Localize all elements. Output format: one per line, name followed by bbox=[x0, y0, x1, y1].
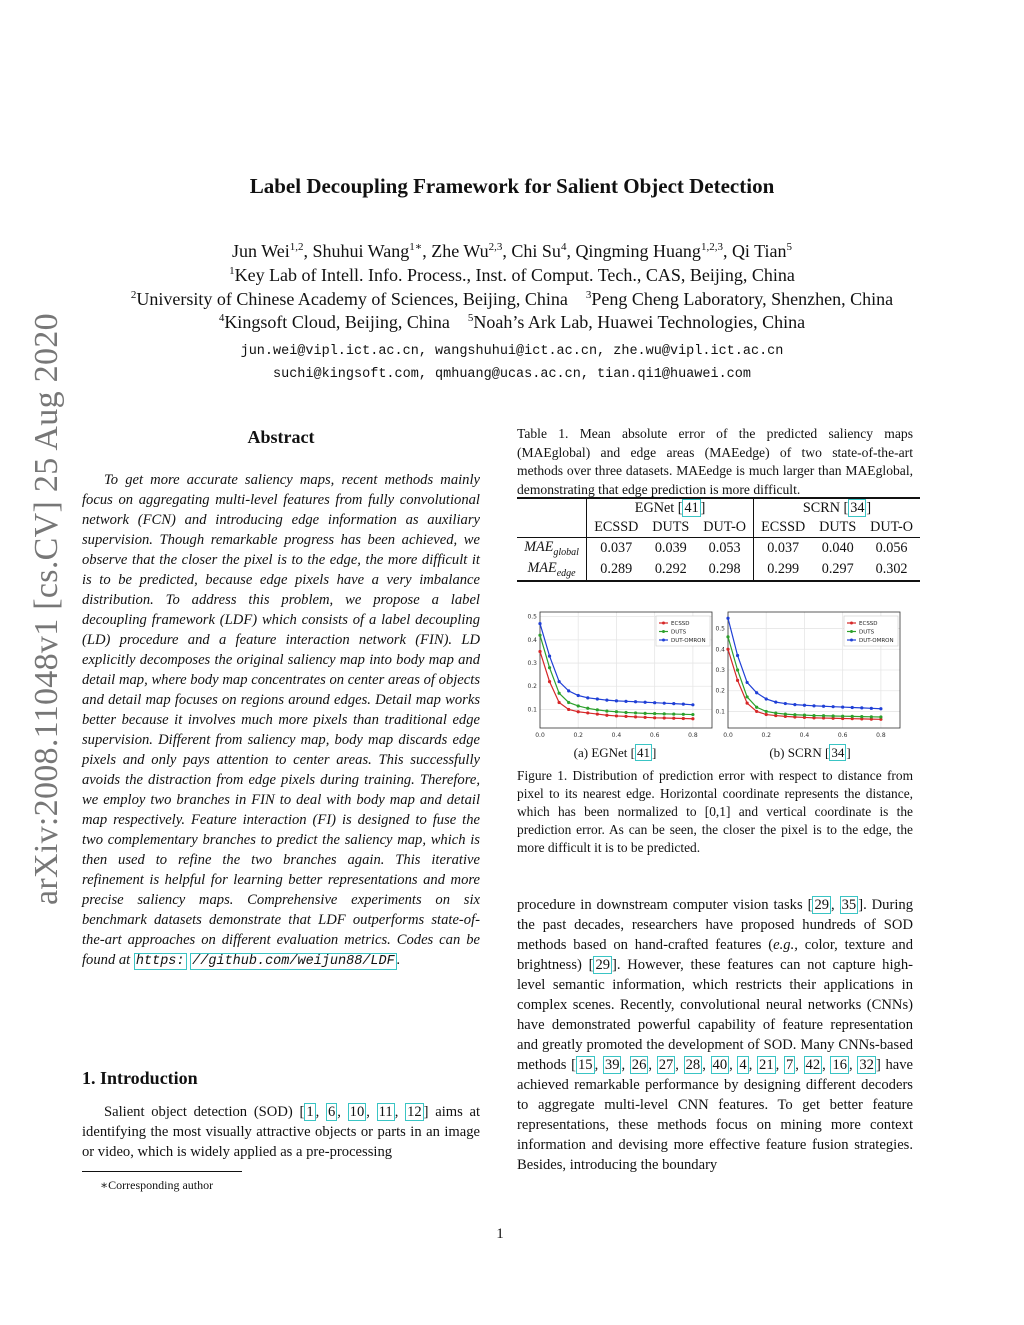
author-list: Jun Wei$^{1,2}$, Shuhui Wang$^{1∗}$, Zhe Wu$^{2,3}$, Chi Su$^4$, Qingming Huang$^{1,2,3}$, Qi Tian$^5$ bbox=[232, 241, 792, 261]
y-tick-label: 0.2 bbox=[715, 687, 725, 695]
data-point bbox=[548, 666, 551, 669]
table-caption: Table 1. Mean absolute error of the predicted saliency maps (MAEglobal) and edge areas (MAEedge) of two state-of-the-art methods over three datasets. MAEedge is much larger than MAEglobal, demonstrating that edge prediction is more difficult. bbox=[517, 426, 913, 497]
data-point bbox=[577, 694, 580, 697]
email-line-2: suchi@kingsoft.com, qmhuang@ucas.ac.cn, tian.qi1@huawei.com bbox=[273, 367, 751, 382]
results-table-wrap bbox=[517, 497, 920, 582]
data-point bbox=[653, 716, 656, 719]
abstract-body: To get more accurate saliency maps, recent methods mainly focus on aggregating multi-level features from fully convolutional network (FCN) and introducing edge information as auxiliary supervision. Though remarkable progress has been achieved, we observe that the closer the pixel is to the edge, the more difficult it is to be predicted, because edge pixels have a very imbalance distribution. To address this problem, we propose a label decoupling framework (LDF) which consists of a label decoupling (LD) procedure and a feature interaction network (FIN). LD explicitly decomposes the original saliency map into body map and detail map, where body map concentrates on center areas of objects and detail map focuses on regions around edges. Detail map works better because it involves much more pixels than traditional edge supervision. Different from saliency map, body map discards edge pixels and only pays attention to center areas. This successfully avoids the distraction from edge pixels during training. Therefore, we employ two branches in FIN to deal with body map and detail map respectively. Feature interaction (FI) is designed to fuse the two complementary branches to predict the saliency map, which is then used to refine the two branches again. This iterative refinement is helpful for learning better representations and more precise saliency maps. Comprehensive experiments on six benchmark datasets demonstrate that LDF outperforms state-of-the-art approaches on different evaluation metrics. Codes can be found at https: //github.com/weijun88/LDF . bbox=[82, 472, 480, 969]
citation[interactable]: 26 bbox=[631, 1057, 647, 1073]
data-point bbox=[596, 708, 599, 711]
data-point bbox=[538, 634, 541, 637]
y-tick-label: 0.3 bbox=[715, 667, 725, 674]
data-point bbox=[624, 711, 627, 714]
data-point bbox=[841, 715, 844, 718]
citation[interactable]: 34 bbox=[831, 745, 845, 760]
code-link-part2[interactable]: //github.com/weijun88/LDF bbox=[192, 954, 395, 969]
data-point bbox=[605, 699, 608, 702]
data-point bbox=[726, 648, 729, 651]
citation[interactable]: 41 bbox=[637, 745, 651, 760]
data-point bbox=[870, 715, 873, 718]
data-point bbox=[615, 710, 618, 713]
table-cell: 0.298 bbox=[696, 559, 753, 581]
legend-label: DUTS bbox=[671, 629, 687, 636]
data-point bbox=[644, 716, 647, 719]
subfigure-b-label: (b) SCRN [ 34 ] bbox=[769, 745, 851, 760]
citation[interactable]: 15 bbox=[577, 1057, 593, 1073]
chart-scrn bbox=[708, 608, 908, 743]
data-point bbox=[832, 705, 835, 708]
data-point bbox=[596, 712, 599, 715]
x-tick-label: 0.2 bbox=[573, 732, 583, 739]
citation[interactable]: 1 bbox=[306, 1104, 314, 1120]
data-point bbox=[860, 715, 863, 718]
col-header: DUTS bbox=[819, 519, 857, 535]
table-cell: 0.297 bbox=[821, 560, 854, 577]
y-tick-label: 0.5 bbox=[527, 613, 537, 621]
legend-label: ECSSD bbox=[859, 621, 878, 627]
data-point bbox=[586, 707, 589, 710]
data-point bbox=[663, 702, 666, 705]
data-point bbox=[538, 650, 541, 653]
data-point bbox=[736, 668, 739, 671]
footnote: ∗Corresponding author bbox=[100, 1178, 214, 1192]
data-point bbox=[624, 700, 627, 703]
data-point bbox=[586, 696, 589, 699]
data-point bbox=[558, 701, 561, 704]
y-tick-label: 0.4 bbox=[527, 636, 537, 644]
citation[interactable]: 42 bbox=[805, 1057, 821, 1073]
results-table bbox=[517, 497, 920, 582]
legend-label: DUT-OMRON bbox=[859, 638, 894, 644]
data-point bbox=[774, 711, 777, 714]
data-point bbox=[577, 704, 580, 707]
data-point bbox=[605, 714, 608, 717]
table-cell: 0.037 bbox=[767, 539, 800, 556]
y-tick-label: 0.2 bbox=[527, 683, 537, 691]
footnote-rule bbox=[82, 1171, 242, 1172]
citation[interactable]: 35 bbox=[841, 897, 857, 913]
data-point bbox=[586, 711, 589, 714]
data-point bbox=[726, 617, 729, 620]
data-point bbox=[548, 680, 551, 683]
data-point bbox=[634, 715, 637, 718]
data-point bbox=[879, 707, 882, 710]
data-point bbox=[784, 713, 787, 716]
data-point bbox=[755, 710, 758, 713]
row-label: $MAE_{edge}$ bbox=[517, 559, 587, 581]
data-point bbox=[851, 706, 854, 709]
table-cell: 0.292 bbox=[654, 560, 687, 577]
data-point bbox=[615, 714, 618, 717]
affiliation-4-5: $^4$Kingsoft Cloud, Beijing, China $^5$Noah’s Ark Lab, Huawei Technologies, China bbox=[218, 312, 806, 332]
data-point bbox=[634, 711, 637, 714]
table-cell: 0.039 bbox=[654, 539, 687, 556]
table-cell: 0.302 bbox=[875, 560, 908, 577]
table-cell: 0.289 bbox=[600, 560, 633, 577]
data-point bbox=[663, 712, 666, 715]
x-tick-label: 0.8 bbox=[876, 732, 886, 739]
data-point bbox=[851, 715, 854, 718]
data-point bbox=[548, 654, 551, 657]
data-point bbox=[765, 697, 768, 700]
data-point bbox=[567, 708, 570, 711]
data-point bbox=[644, 701, 647, 704]
arxiv-stamp: arXiv:2008.11048v1 [cs.CV] 25 Aug 2020 bbox=[28, 313, 65, 905]
y-tick-label: 0.1 bbox=[527, 706, 537, 714]
data-point bbox=[832, 714, 835, 717]
legend-marker bbox=[850, 630, 853, 633]
x-tick-label: 0.4 bbox=[799, 732, 810, 739]
data-point bbox=[682, 713, 685, 716]
citation[interactable]: 10 bbox=[349, 1104, 365, 1120]
legend-marker bbox=[850, 622, 853, 625]
data-point bbox=[822, 714, 825, 717]
x-tick-label: 0.6 bbox=[649, 732, 660, 739]
col-header: ECSSD bbox=[594, 519, 639, 535]
citation[interactable]: 6 bbox=[327, 1104, 336, 1120]
data-point bbox=[746, 695, 749, 698]
data-point bbox=[736, 679, 739, 682]
data-point bbox=[682, 717, 685, 720]
data-point bbox=[879, 715, 882, 718]
data-point bbox=[653, 712, 656, 715]
data-point bbox=[538, 622, 541, 625]
citation[interactable]: 7 bbox=[785, 1057, 794, 1073]
data-point bbox=[634, 700, 637, 703]
affiliation-1: $^1$Key Lab of Intell. Info. Process., Inst. of Comput. Tech., CAS, Beijing, China bbox=[229, 265, 795, 285]
table-row bbox=[517, 538, 920, 559]
data-point bbox=[860, 706, 863, 709]
citation[interactable]: 21 bbox=[759, 1057, 774, 1073]
data-point bbox=[765, 713, 768, 716]
col-header: DUT-O bbox=[870, 519, 913, 535]
data-point bbox=[803, 714, 806, 717]
data-point bbox=[567, 689, 570, 692]
data-point bbox=[691, 703, 694, 706]
citation[interactable]: 12 bbox=[407, 1104, 422, 1120]
citation[interactable]: 41 bbox=[684, 500, 699, 516]
col-header: ECSSD bbox=[761, 519, 806, 535]
data-point bbox=[755, 691, 758, 694]
data-point bbox=[812, 704, 815, 707]
data-point bbox=[596, 697, 599, 700]
y-tick-label: 0.1 bbox=[715, 708, 725, 716]
x-tick-label: 0.0 bbox=[535, 732, 545, 739]
legend-label: ECSSD bbox=[671, 621, 690, 627]
data-point bbox=[691, 713, 694, 716]
data-point bbox=[746, 702, 749, 705]
x-tick-label: 0.8 bbox=[688, 732, 698, 739]
x-tick-label: 0.4 bbox=[611, 732, 622, 739]
table-cell: 0.037 bbox=[600, 539, 633, 556]
table-cell: 0.040 bbox=[821, 539, 854, 556]
data-point bbox=[558, 692, 561, 695]
data-point bbox=[644, 712, 647, 715]
intro-heading: 1. Introduction bbox=[82, 1068, 198, 1088]
chart-egnet bbox=[520, 608, 720, 743]
data-point bbox=[793, 713, 796, 716]
figure-caption: Figure 1. Distribution of prediction error with respect to distance from pixel to its nearest edge. Horizontal coordinate represents the distance, which has been normalized to [0,1] and vertical coordinate is the prediction error. As can be seen, the closer the pixel is to the edge, the more difficult it is to be predicted. bbox=[517, 768, 913, 855]
data-point bbox=[682, 703, 685, 706]
table-row bbox=[517, 559, 920, 581]
legend-label: DUT-OMRON bbox=[671, 638, 706, 644]
subfigure-a-label: (a) EGNet [ 41 ] bbox=[573, 745, 657, 760]
x-tick-label: 0.0 bbox=[723, 732, 733, 739]
col-group-scrn: SCRN [ 34 ] bbox=[802, 500, 872, 516]
col-header: DUTS bbox=[652, 519, 690, 535]
citation[interactable]: 16 bbox=[832, 1057, 848, 1073]
data-point bbox=[624, 715, 627, 718]
data-point bbox=[672, 717, 675, 720]
data-point bbox=[577, 710, 580, 713]
legend-marker bbox=[662, 630, 665, 633]
citation[interactable]: 29 bbox=[814, 897, 830, 913]
right-column-body: procedure in downstream computer vision tasks [ 29 , 35 ]. During the past decades, researchers have proposed hundreds of SOD methods based on hand-crafted features (e.g., color, texture and brightness) [ 29 ]. However, these features can not capture high-level semantic information, which restricts their applications in complex scenes. Recently, convolutional neural networks (CNNs) have demonstrated powerful capability of feature representation and greatly promoted the development of SOD. Many CNNs-based methods [ 15 , 39 , 26 , 27 , 28 , 40 , 4 , 21 , 7 , 42 , 16 , 32 ] have achieved remarkable performance by designing different decoders to aggregate multi-level CNN features. To get better feature representations, these methods focus on mining more context information and devising more effective feature fusion strategies. Besides, introducing the boundary bbox=[517, 897, 914, 1173]
citation[interactable]: 32 bbox=[859, 1057, 874, 1073]
citation[interactable]: 27 bbox=[658, 1057, 674, 1073]
data-point bbox=[726, 635, 729, 638]
data-point bbox=[558, 680, 561, 683]
legend-label: DUTS bbox=[859, 629, 875, 636]
intro-paragraph: Salient object detection (SOD) [ 1 , 6 , 10 , 11 , 12 ] aims at identifying the most visually attractive objects or parts in an image or video, which is widely applied as a pre-processing bbox=[82, 1104, 481, 1160]
data-point bbox=[672, 712, 675, 715]
data-point bbox=[784, 702, 787, 705]
email-line-1: jun.wei@vipl.ict.ac.cn, wangshuhui@ict.ac.cn, zhe.wu@vipl.ict.ac.cn bbox=[240, 344, 784, 359]
y-tick-label: 0.4 bbox=[715, 646, 725, 654]
table-cell: 0.053 bbox=[696, 538, 753, 559]
citation[interactable]: 40 bbox=[712, 1057, 728, 1073]
y-tick-label: 0.5 bbox=[715, 625, 725, 633]
page-number: 1 bbox=[496, 1226, 504, 1242]
data-point bbox=[822, 705, 825, 708]
data-point bbox=[841, 705, 844, 708]
data-point bbox=[755, 706, 758, 709]
x-tick-label: 0.6 bbox=[837, 732, 848, 739]
legend-marker bbox=[850, 639, 853, 642]
table-cell: 0.056 bbox=[875, 539, 908, 556]
data-point bbox=[691, 717, 694, 720]
data-point bbox=[765, 710, 768, 713]
data-point bbox=[663, 716, 666, 719]
data-point bbox=[615, 699, 618, 702]
data-point bbox=[870, 707, 873, 710]
col-group-egnet: EGNet [ 41 ] bbox=[587, 498, 754, 518]
data-point bbox=[567, 701, 570, 704]
citation[interactable]: 4 bbox=[739, 1057, 747, 1073]
code-link-part1[interactable]: https: bbox=[135, 954, 185, 969]
data-point bbox=[672, 702, 675, 705]
legend-marker bbox=[662, 622, 665, 625]
legend-marker bbox=[662, 639, 665, 642]
data-point bbox=[793, 703, 796, 706]
citation[interactable]: 29 bbox=[595, 957, 611, 973]
data-point bbox=[803, 704, 806, 707]
data-point bbox=[653, 701, 656, 704]
citation[interactable]: 34 bbox=[850, 500, 865, 516]
data-point bbox=[746, 681, 749, 684]
row-label: $MAE_{global}$ bbox=[517, 538, 587, 559]
data-point bbox=[736, 654, 739, 657]
citation[interactable]: 28 bbox=[685, 1057, 701, 1073]
citation[interactable]: 39 bbox=[604, 1057, 620, 1073]
affiliation-2-3: $^2$University of Chinese Academy of Sciences, Beijing, China $^3$Peng Cheng Laboratory, Shenzhen, China bbox=[130, 289, 894, 309]
y-tick-label: 0.3 bbox=[527, 660, 537, 668]
table-cell: 0.299 bbox=[767, 560, 800, 577]
x-tick-label: 0.2 bbox=[761, 732, 771, 739]
data-point bbox=[774, 701, 777, 704]
paper-title: Label Decoupling Framework for Salient Object Detection bbox=[249, 174, 775, 198]
col-header: DUT-O bbox=[696, 518, 753, 538]
citation[interactable]: 11 bbox=[378, 1104, 393, 1120]
abstract-heading: Abstract bbox=[247, 427, 315, 447]
data-point bbox=[605, 709, 608, 712]
data-point bbox=[812, 714, 815, 717]
